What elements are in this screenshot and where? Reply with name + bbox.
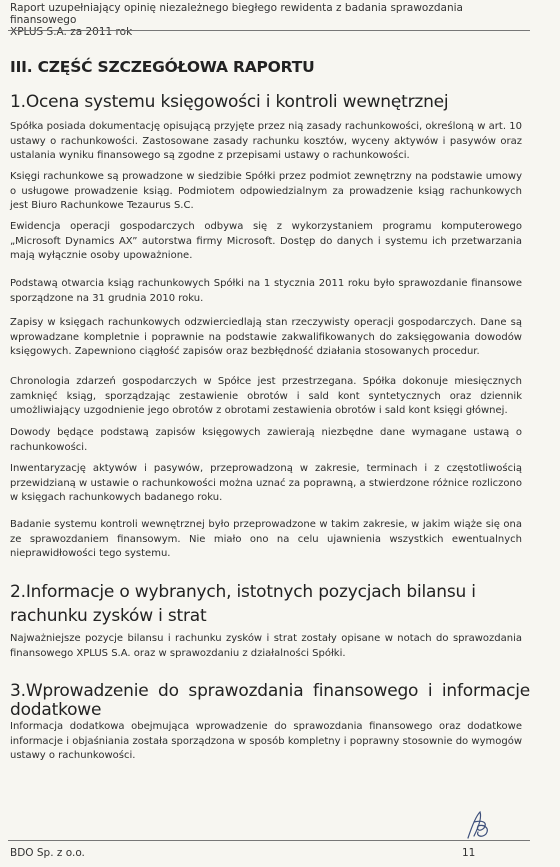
- paragraph-introduction: Informacja dodatkowa obejmująca wprowadzenie do sprawozdania finansowego oraz dodatkowe informacje i objaśniania została sporządzona w sposób kompletny i poprawny stosownie do wymogów ustawy o rachunkowości.: [10, 721, 522, 761]
- paragraph-accounting-policies: Spółka posiada dokumentację opisującą przyjęte przez nią zasady rachunkowości, określoną w art. 10 ustawy o rachunkowości. Zastosowane zasady rachunku kosztów, wyceny aktywów i pasywów oraz ustalania wyniku finansowego są zgodne z przepisami ustawy o rachunkowości.: [10, 121, 522, 161]
- heading-accounting-system: 1.Ocena systemu księgowości i kontroli wewnętrznej: [10, 92, 449, 112]
- paragraph-chronology: Chronologia zdarzeń gospodarczych w Spółce jest przestrzegana. Spółka dokonuje miesięcznych zamknięć ksiąg, sporządzając zestawienie obrotów i sald kont syntetycznych oraz dziennik umożliwiający uzgodnienie jego obrotów z obrotami zestawienia obrotów i sald kont księgi głównej.: [10, 376, 522, 416]
- paragraph-internal-control: Badanie systemu kontroli wewnętrznej było przeprowadzone w takim zakresie, w jakim wiąże się ona ze sprawozdaniem finansowym. Nie miało ono na celu ujawnienia wszystkich ewentualnych nieprawidłowości tego systemu.: [10, 519, 522, 559]
- paragraph-software: Ewidencja operacji gospodarczych odbywa się z wykorzystaniem programu komputerowego „Microsoft Dynamics AX” autorstwa firmy Microsoft. Dostęp do danych i systemu ich przetwarzania mają wyłącznie osoby upoważnione.: [10, 221, 522, 261]
- paragraph-opening-books: Podstawą otwarcia ksiąg rachunkowych Spółki na 1 stycznia 2011 roku było sprawozdanie finansowe sporządzone na 31 grudnia 2010 roku.: [10, 278, 522, 304]
- footer-divider: [8, 840, 530, 841]
- header-divider: [8, 30, 530, 31]
- section-title: III. CZĘŚĆ SZCZEGÓŁOWA RAPORTU: [10, 58, 315, 76]
- footer-company: BDO Sp. z o.o.: [10, 847, 85, 859]
- paragraph-books-keeping: Księgi rachunkowe są prowadzone w siedzibie Spółki przez podmiot zewnętrzny na podstawie umowy o usługowe prowadzenie ksiąg. Podmiotem odpowiedzialnym za prowadzenie ksiąg rachunkowych jest Biuro Rachunkowe Tezaurus S.C.: [10, 171, 522, 211]
- heading-balance-items: 2.Informacje o wybranych, istotnych pozycjach bilansu i rachunku zysków i strat: [10, 582, 476, 626]
- heading-introduction: 3.Wprowadzenie do sprawozdania finansowego i informacje dodatkowe: [10, 681, 530, 720]
- paragraph-inventory: Inwentaryzację aktywów i pasywów, przeprowadzoną w zakresie, terminach i z częstotliwością przewidzianą w ustawie o rachunkowości można uznać za poprawną, a stwierdzone różnice rozliczono w księgach rachunkowych badanego roku.: [10, 463, 522, 503]
- page-number: 11: [462, 847, 476, 859]
- paragraph-records: Zapisy w księgach rachunkowych odzwierciedlają stan rzeczywisty operacji gospodarczych. Dane są wprowadzane kompletnie i poprawnie na podstawie zakwalifikowanych do zaksięgowania dowodów księgowych. Zapewniono ciągłość zapisów oraz bezbłędność działania stosowanych procedur.: [10, 317, 522, 357]
- header-line-2: XPLUS S.A. za 2011 rok: [10, 26, 133, 38]
- paragraph-documents: Dowody będące podstawą zapisów księgowych zawierają niezbędne dane wymagane ustawą o rachunkowości.: [10, 427, 522, 453]
- handwritten-signature: [458, 808, 498, 844]
- page-header: [10, 2, 530, 38]
- paragraph-balance-items: Najważniejsze pozycje bilansu i rachunku zysków i strat zostały opisane w notach do sprawozdania finansowego XPLUS S.A. oraz w sprawozdaniu z działalności Spółki.: [10, 633, 522, 659]
- header-line-1: Raport uzupełniający opinię niezależnego biegłego rewidenta z badania sprawozdania finansowego: [10, 2, 463, 26]
